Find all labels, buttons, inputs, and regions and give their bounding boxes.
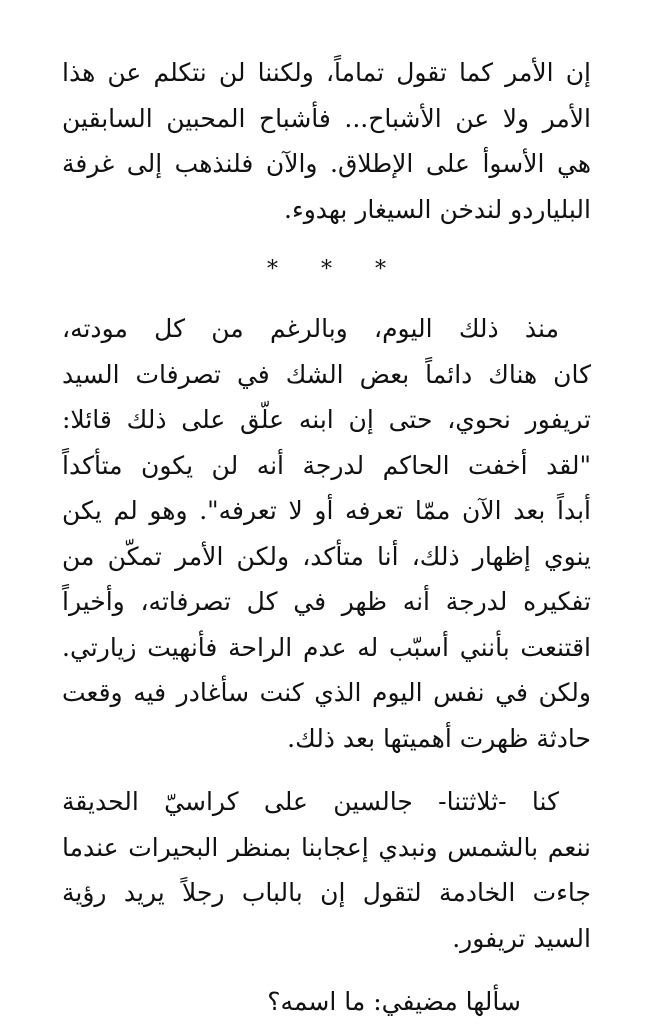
text-line: أبداً بعد الآن ممّا تعرفه أو لا تعرفه". وهو لم يكن — [62, 496, 591, 525]
text-line: الأمر ولا عن الأشباح... فأشباح المحبين السابقين — [62, 103, 591, 133]
text-line: تفكيره لدرجة أنه ظهر في كل تصرفاته، وأخيراً — [62, 587, 591, 616]
text-line: جاءت الخادمة لتقول إن بالباب رجلاً يريد رؤية — [62, 878, 591, 907]
text-line: اقتنعت بأنني أسبّب له عدم الراحة فأنهيت زيارتي. — [62, 632, 591, 662]
paragraph-3 — [62, 779, 591, 961]
text-line: كان هناك دائماً بعض الشك في تصرفات السيد — [62, 359, 591, 389]
paragraph-gap — [62, 961, 591, 979]
paragraph-1 — [62, 50, 591, 232]
text-line: ولكن في نفس اليوم الذي كنت سأغادر فيه وقعت — [62, 678, 591, 707]
text-line: حادثة ظهرت أهميتها بعد ذلك. — [287, 723, 591, 753]
text-line: البلياردو لندخن السيغار بهدوء. — [284, 194, 591, 224]
text-line: ينوي إظهار ذلك، أنا متأكد، ولكن الأمر تمكّن من — [62, 541, 591, 571]
text-line: هي الأسوأ على الإطلاق. والآن فلنذهب إلى غرفة — [62, 149, 591, 178]
text-line: منذ ذلك اليوم، وبالرغم من كل مودته، — [62, 314, 559, 343]
text-line: تريفور نحوي، حتى إن ابنه علّق على ذلك قائلا: — [62, 405, 591, 434]
text-line: إن الأمر كما تقول تماماً، ولكننا لن نتكلم عن هذا — [62, 58, 591, 87]
dialogue-line: سألها مضيفي: ما اسمه؟ — [267, 987, 521, 1016]
text-line: "لقد أخفت الحاكم لدرجة أنه لن يكون متأكداً — [62, 450, 591, 480]
paragraph-2 — [62, 306, 591, 761]
text-line: كنا -ثلاثتنا- جالسين على كراسيّ الحديقة — [62, 787, 559, 816]
paragraph-gap — [62, 761, 591, 779]
text-line: السيد تريفور. — [452, 923, 591, 953]
section-separator: * * * — [267, 257, 404, 282]
text-line: ننعم بالشمس ونبدي إعجابنا بمنظر البحيرات عندما — [62, 832, 591, 862]
